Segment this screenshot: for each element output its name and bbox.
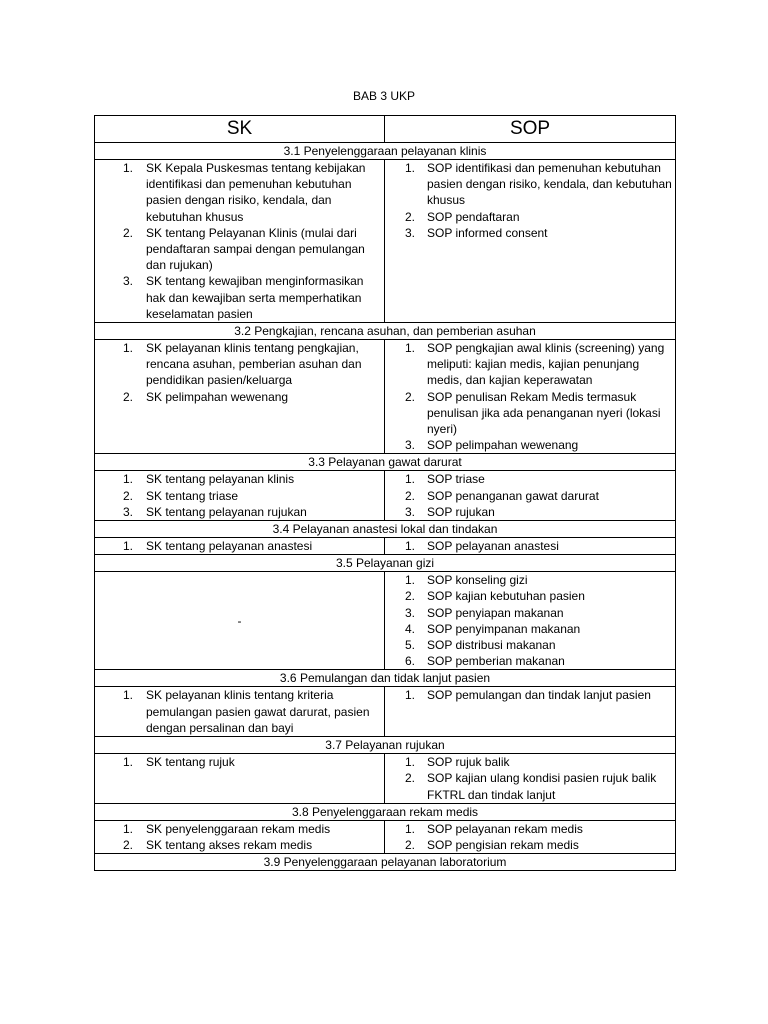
section-heading: 3.2 Pengkajian, rencana asuhan, dan pemberian asuhan — [95, 323, 676, 340]
list-item-text: SK pelayanan klinis tentang kriteria pemulangan pasien gawat darurat, pasien dengan persalinan dan bayi — [146, 688, 370, 735]
list-item-text: SOP pengkajian awal klinis (screening) yang meliputi: kajian medis, kajian penunjang medis, dan kajian keperawatan — [427, 341, 665, 388]
list-number: 1. — [123, 755, 134, 770]
list-number: 3. — [123, 274, 134, 289]
list-item — [95, 488, 384, 504]
list-item — [385, 389, 675, 438]
section-heading: 3.7 Pelayanan rujukan — [95, 737, 676, 754]
section-content-row — [95, 160, 676, 323]
list-item — [385, 621, 675, 637]
section-heading: 3.1 Penyelenggaraan pelayanan klinis — [95, 143, 676, 160]
sop-cell — [385, 572, 676, 670]
sk-cell — [95, 538, 385, 555]
list-number: 2. — [405, 488, 416, 503]
list-item — [95, 821, 384, 837]
list-item — [385, 504, 675, 520]
list-item-text: SK penyelenggaraan rekam medis — [146, 821, 331, 836]
document-title: BAB 3 UKP — [352, 89, 416, 103]
list-item — [385, 572, 675, 588]
list-item-text: SK tentang triase — [146, 488, 239, 503]
list-number: 1. — [123, 161, 134, 175]
list-item-text: SOP pelimpahan wewenang — [427, 438, 579, 453]
list-item-text: SK Kepala Puskesmas tentang kebijakan identifikasi dan pemenuhan kebutuhan pasien dengan risiko, kendala, dan kebutuhan khusus — [146, 161, 366, 224]
list-number: 1. — [123, 341, 134, 356]
list-item — [95, 754, 384, 770]
list-number: 3. — [123, 504, 134, 519]
sop-list — [385, 572, 675, 669]
list-item-text: SOP kajian kebutuhan pasien — [427, 589, 585, 604]
list-number: 1. — [123, 472, 134, 487]
list-item-text: SOP rujuk balik — [427, 755, 510, 770]
section-heading-row — [95, 737, 676, 754]
header-row — [95, 116, 676, 143]
list-item-text: SOP pemberian makanan — [427, 654, 565, 669]
list-item-text: SK pelimpahan wewenang — [146, 389, 289, 404]
list-number: 1. — [405, 161, 416, 175]
table-body — [95, 116, 676, 871]
list-item-text: SOP penulisan Rekam Medis termasuk penulisan jika ada penanganan nyeri (lokasi nyeri) — [427, 389, 661, 437]
section-heading-row — [95, 454, 676, 471]
list-number: 1. — [123, 539, 134, 554]
sk-list — [95, 340, 384, 405]
list-number: 2. — [405, 209, 416, 224]
list-item-text: SOP rujukan — [427, 504, 495, 519]
list-item-text: SOP penyiapan makanan — [427, 605, 564, 620]
sk-cell — [95, 340, 385, 454]
list-item-text: SK tentang akses rekam medis — [146, 837, 313, 852]
section-content-row — [95, 754, 676, 804]
list-item-text: SOP konseling gizi — [427, 573, 528, 588]
sop-cell — [385, 754, 676, 804]
section-heading: 3.6 Pemulangan dan tidak lanjut pasien — [95, 670, 676, 687]
list-item-text: SOP penanganan gawat darurat — [427, 488, 599, 503]
section-content-row — [95, 820, 676, 853]
sk-cell — [95, 471, 385, 521]
list-item — [95, 471, 384, 487]
list-number: 2. — [123, 225, 134, 240]
sop-cell — [385, 471, 676, 521]
list-number: 3. — [405, 605, 416, 620]
list-item — [385, 588, 675, 604]
list-item-text: SOP pengisian rekam medis — [427, 837, 579, 852]
sop-cell — [385, 687, 676, 737]
list-item-text: SOP kajian ulang kondisi pasien rujuk balik FKTRL dan tindak lanjut — [427, 771, 657, 802]
section-heading-row — [95, 803, 676, 820]
sop-list — [385, 471, 675, 520]
list-item-text: SOP pelayanan anastesi — [427, 539, 559, 554]
sop-cell — [385, 820, 676, 853]
list-item — [95, 389, 384, 405]
list-item-text: SOP identifikasi dan pemenuhan kebutuhan pasien dengan risiko, kendala, dan kebutuhan khusus — [427, 161, 672, 208]
list-item — [95, 687, 384, 736]
list-number: 5. — [405, 638, 416, 653]
list-item — [95, 504, 384, 520]
section-heading-row — [95, 555, 676, 572]
list-item — [385, 754, 675, 770]
section-heading: 3.8 Penyelenggaraan rekam medis — [95, 803, 676, 820]
list-item — [385, 471, 675, 487]
sk-list — [95, 754, 384, 770]
list-number: 1. — [405, 539, 416, 554]
sop-list — [385, 821, 675, 853]
list-number: 3. — [405, 225, 416, 240]
list-number: 2. — [123, 488, 134, 503]
sk-cell — [95, 820, 385, 853]
section-heading: 3.4 Pelayanan anastesi lokal dan tindakan — [95, 521, 676, 538]
list-number: 2. — [405, 589, 416, 604]
list-item-text: SOP pemulangan dan tindak lanjut pasien — [427, 688, 651, 703]
list-item — [95, 225, 384, 274]
list-number: 1. — [405, 341, 416, 356]
sk-column-header: SK — [95, 116, 385, 143]
list-item — [385, 653, 675, 669]
sop-cell — [385, 538, 676, 555]
section-content-row — [95, 471, 676, 521]
sop-list — [385, 687, 675, 703]
list-item-text: SOP pendaftaran — [427, 209, 520, 224]
list-item — [95, 160, 384, 225]
list-number: 2. — [405, 389, 416, 404]
list-item-text: SOP pelayanan rekam medis — [427, 821, 583, 836]
list-number: 3. — [405, 438, 416, 453]
list-item — [385, 538, 675, 554]
section-heading-row — [95, 143, 676, 160]
list-item-text: SK tentang kewajiban menginformasikan hak dan kewajiban serta memperhatikan keselamatan pasien — [146, 274, 364, 321]
section-heading-row — [95, 521, 676, 538]
section-heading-row — [95, 670, 676, 687]
sop-cell — [385, 340, 676, 454]
sk-cell — [95, 160, 385, 323]
sk-list — [95, 687, 384, 736]
list-number: 1. — [405, 472, 416, 487]
list-number: 1. — [405, 688, 416, 703]
sop-cell — [385, 160, 676, 323]
list-item — [385, 770, 675, 802]
list-number: 3. — [405, 504, 416, 519]
list-item — [95, 538, 384, 554]
list-item — [385, 821, 675, 837]
list-item — [385, 340, 675, 389]
section-heading: 3.5 Pelayanan gizi — [95, 555, 676, 572]
sop-list — [385, 754, 675, 803]
section-content-row — [95, 538, 676, 555]
sop-list — [385, 538, 675, 554]
list-number: 1. — [123, 688, 134, 703]
section-heading-row — [95, 854, 676, 871]
sk-list — [95, 821, 384, 853]
sop-list — [385, 160, 675, 241]
list-number: 2. — [123, 389, 134, 404]
sk-cell: - — [95, 572, 385, 670]
list-item — [385, 488, 675, 504]
section-content-row — [95, 572, 676, 670]
list-item-text: SK tentang pelayanan anastesi — [146, 539, 313, 554]
list-item — [385, 605, 675, 621]
list-item-text: SOP informed consent — [427, 225, 548, 240]
list-item — [385, 225, 675, 241]
list-item — [95, 837, 384, 853]
sk-list — [95, 538, 384, 554]
list-item — [95, 273, 384, 322]
list-number: 1. — [405, 821, 416, 836]
list-item — [385, 687, 675, 703]
list-item-text: SK tentang rujuk — [146, 755, 235, 770]
section-content-row — [95, 687, 676, 737]
list-item — [385, 160, 675, 209]
list-number: 1. — [123, 821, 134, 836]
sop-column-header: SOP — [385, 116, 676, 143]
list-item — [385, 837, 675, 853]
sop-list — [385, 340, 675, 453]
list-item-text: SK pelayanan klinis tentang pengkajian, rencana asuhan, pemberian asuhan dan pendidikan pasien/keluarga — [146, 341, 362, 388]
sk-list — [95, 160, 384, 322]
list-number: 6. — [405, 654, 416, 669]
section-content-row — [95, 340, 676, 454]
list-item — [95, 340, 384, 389]
list-number: 2. — [123, 837, 134, 852]
list-number: 2. — [405, 771, 416, 786]
section-heading: 3.9 Penyelenggaraan pelayanan laboratorium — [95, 854, 676, 871]
list-item-text: SK tentang pelayanan rujukan — [146, 504, 307, 519]
list-item — [385, 437, 675, 453]
sk-sop-table — [94, 115, 676, 871]
list-item — [385, 637, 675, 653]
list-item-text: SOP penyimpanan makanan — [427, 621, 581, 636]
list-item-text: SOP distribusi makanan — [427, 638, 556, 653]
section-heading: 3.3 Pelayanan gawat darurat — [95, 454, 676, 471]
list-number: 1. — [405, 573, 416, 588]
list-item-text: SOP triase — [427, 472, 485, 487]
section-heading-row — [95, 323, 676, 340]
sk-cell — [95, 687, 385, 737]
list-number: 2. — [405, 837, 416, 852]
list-item-text: SK tentang pelayanan klinis — [146, 472, 295, 487]
list-number: 4. — [405, 621, 416, 636]
list-number: 1. — [405, 755, 416, 770]
sk-cell — [95, 754, 385, 804]
sk-list — [95, 471, 384, 520]
list-item-text: SK tentang Pelayanan Klinis (mulai dari pendaftaran sampai dengan pemulangan dan rujukan) — [146, 225, 365, 273]
list-item — [385, 209, 675, 225]
